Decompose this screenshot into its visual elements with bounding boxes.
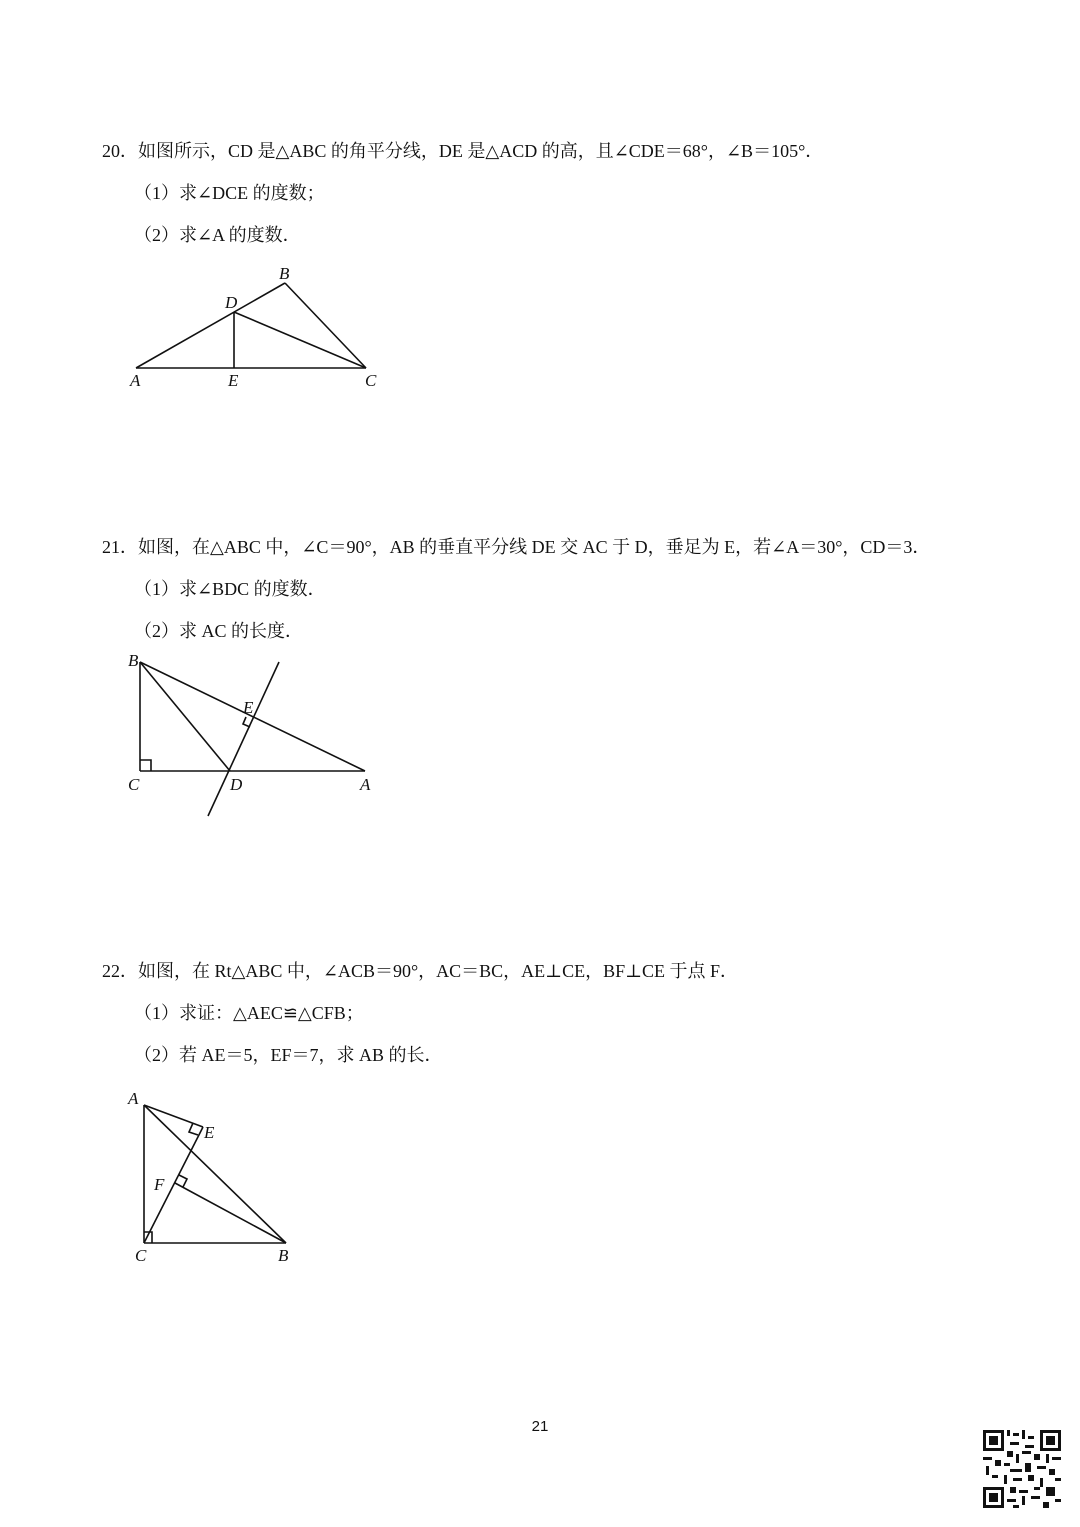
- problem-21-part-1: （1）求∠BDC 的度数．: [134, 579, 326, 599]
- label-A: A: [130, 371, 141, 390]
- label-E: E: [243, 698, 254, 717]
- problem-21-figure: [120, 650, 400, 820]
- problem-20-stem: 20．如图所示，CD 是△ABC 的角平分线，DE 是△ACD 的高，且∠CDE＝68°，∠B＝105°．: [102, 141, 824, 161]
- problem-22-stem: 22．如图，在 Rt△ABC 中，∠ACB＝90°，AC＝BC，AE⊥CE，BF⊥CE 于点 F．: [102, 961, 739, 981]
- label-B: B: [128, 651, 139, 670]
- problem-22-part-2: （2）若 AE＝5，EF＝7，求 AB 的长．: [134, 1045, 443, 1065]
- label-B: B: [279, 264, 290, 283]
- label-C: C: [365, 371, 377, 390]
- page-number: 21: [531, 1418, 549, 1435]
- label-B: B: [278, 1246, 289, 1265]
- problem-20-figure: [120, 258, 400, 398]
- problem-21-part-2: （2）求 AC 的长度．: [134, 621, 304, 641]
- label-F: F: [154, 1175, 165, 1194]
- label-D: D: [225, 293, 238, 312]
- problem-22-figure: [120, 1085, 320, 1270]
- problem-21-stem: 21．如图，在△ABC 中，∠C＝90°，AB 的垂直平分线 DE 交 AC 于 D，垂足为 E，若∠A＝30°，CD＝3．: [102, 537, 931, 557]
- label-A: A: [128, 1089, 139, 1108]
- problem-20-part-1: （1）求∠DCE 的度数；: [134, 183, 325, 203]
- label-C: C: [135, 1246, 147, 1265]
- qr-code-icon: [983, 1430, 1061, 1508]
- label-E: E: [204, 1123, 215, 1142]
- problem-22-part-1: （1）求证：△AEC≌△CFB；: [134, 1003, 364, 1023]
- problem-20-part-2: （2）求∠A 的度数．: [134, 225, 301, 245]
- label-D: D: [230, 775, 243, 794]
- label-C: C: [128, 775, 140, 794]
- label-A: A: [360, 775, 371, 794]
- label-E: E: [228, 371, 239, 390]
